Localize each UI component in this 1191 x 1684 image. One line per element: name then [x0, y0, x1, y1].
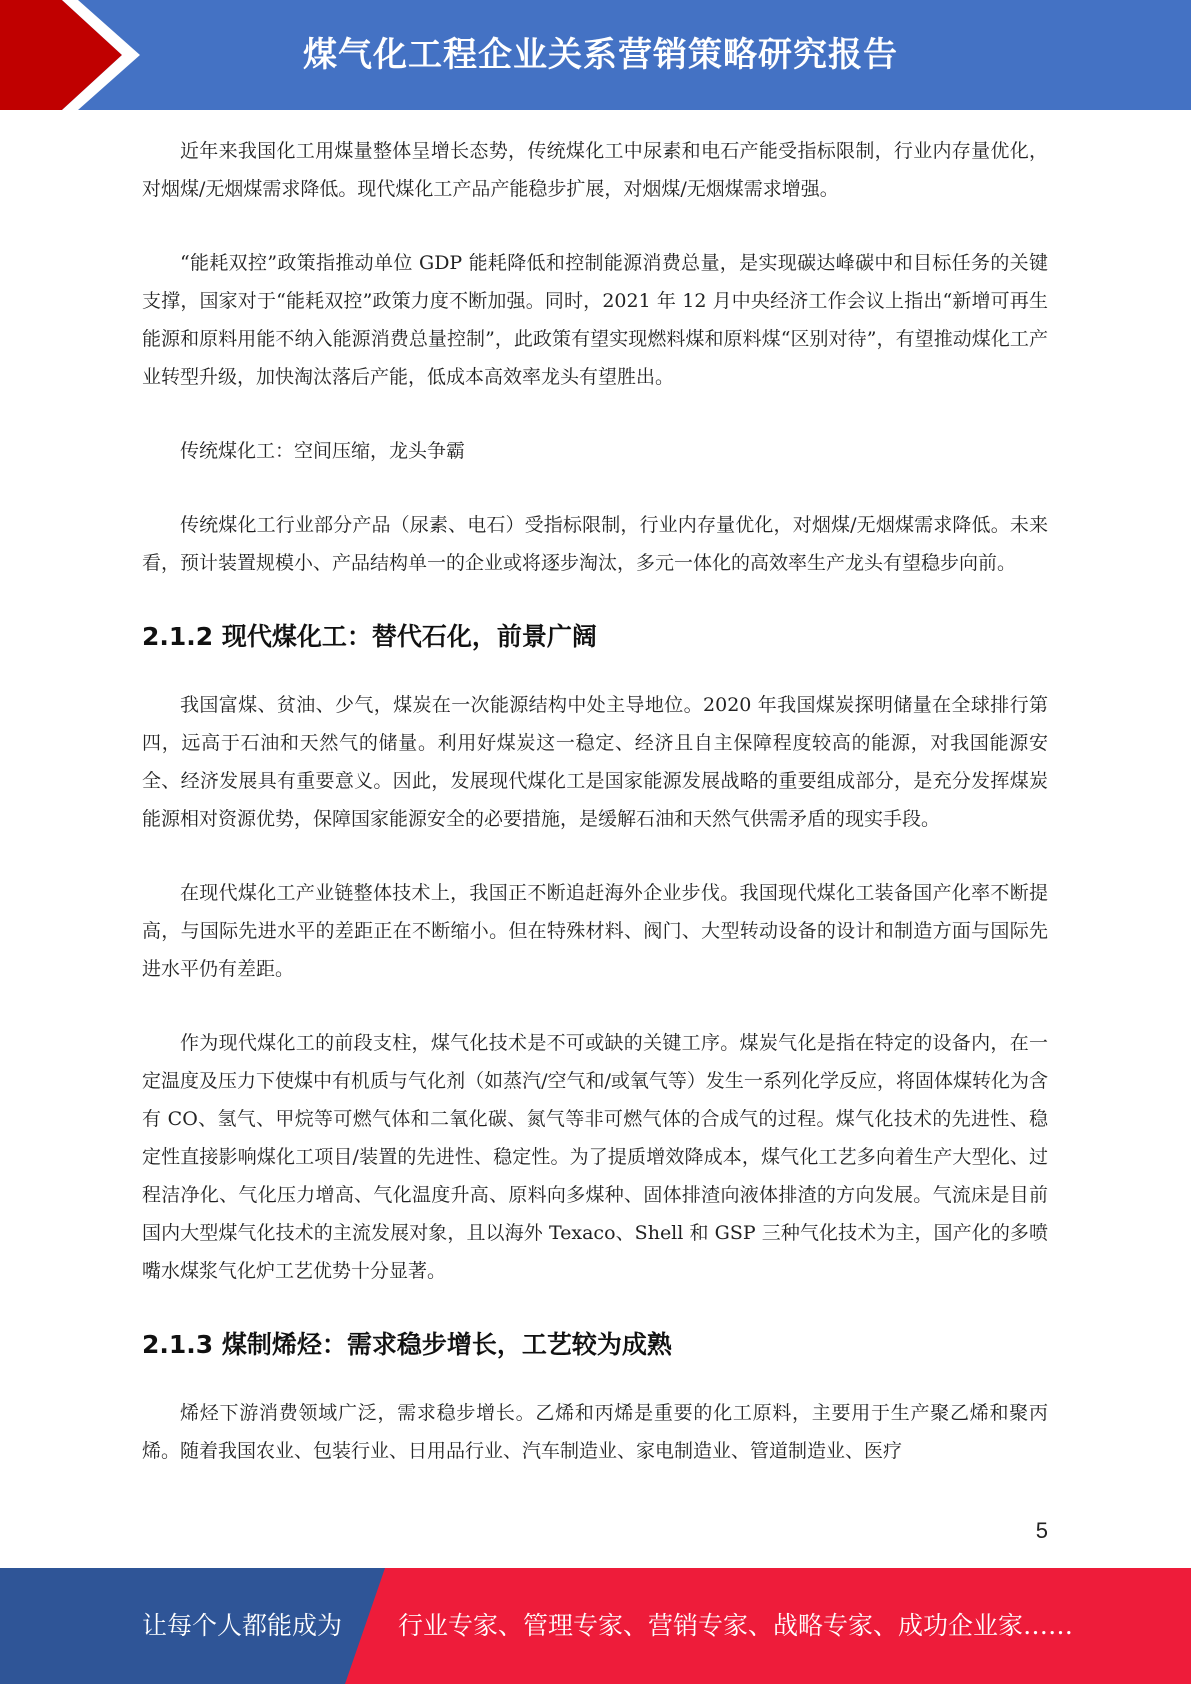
- document-body: [142, 132, 1048, 1470]
- section-heading: 2.1.3 煤制烯烃：需求稳步增长，工艺较为成熟: [142, 1330, 672, 1359]
- paragraph: 我国富煤、贫油、少气，煤炭在一次能源结构中处主导地位。2020 年我国煤炭探明储量在全球排行第四，远高于石油和天然气的储量。利用好煤炭这一稳定、经济且自主保障程度较高的能源，对我国能源安全、经济发展具有重要意义。因此，发展现代煤化工是国家能源发展战略的重要组成部分，是充分发挥煤炭能源相对资源优势，保障国家能源安全的必要措施，是缓解石油和天然气供需矛盾的现实手段。: [142, 694, 1048, 830]
- page-footer: [0, 1568, 1191, 1684]
- page-header: [0, 0, 1191, 110]
- paragraph: 传统煤化工行业部分产品（尿素、电石）受指标限制，行业内存量优化，对烟煤/无烟煤需求降低。未来看，预计装置规模小、产品结构单一的企业或将逐步淘汰，多元一体化的高效率生产龙头有望稳步向前。: [142, 514, 1048, 574]
- paragraph: “能耗双控”政策指推动单位 GDP 能耗降低和控制能源消费总量，是实现碳达峰碳中和目标任务的关键支撑，国家对于“能耗双控”政策力度不断加强。同时，2021 年 12 月中央经济工作会议上指出“新增可再生能源和原料用能不纳入能源消费总量控制”，此政策有望实现燃料煤和原料煤“区别对待”，有望推动煤化工产业转型升级，加快淘汰落后产能，低成本高效率龙头有望胜出。: [142, 252, 1048, 388]
- report-title: 煤气化工程企业关系营销策略研究报告: [303, 35, 898, 75]
- header-chevron-decoration: [0, 0, 150, 110]
- paragraph: 近年来我国化工用煤量整体呈增长态势，传统煤化工中尿素和电石产能受指标限制，行业内存量优化，对烟煤/无烟煤需求降低。现代煤化工产品产能稳步扩展，对烟煤/无烟煤需求增强。: [142, 140, 1048, 200]
- paragraph: 作为现代煤化工的前段支柱，煤气化技术是不可或缺的关键工序。煤炭气化是指在特定的设备内，在一定温度及压力下使煤中有机质与气化剂（如蒸汽/空气和/或氧气等）发生一系列化学反应，将固体煤转化为含有 CO、氢气、甲烷等可燃气体和二氧化碳、氮气等非可燃气体的合成气的过程。煤气化技术的先进性、稳定性直接影响煤化工项目/装置的先进性、稳定性。为了提质增效降成本，煤气化工艺多向着生产大型化、过程洁净化、气化压力增高、气化温度升高、原料向多煤种、固体排渣向液体排渣的方向发展。气流床是目前国内大型煤气化技术的主流发展对象，且以海外 Texaco、Shell 和 GSP 三种气化技术为主，国产化的多喷嘴水煤浆气化炉工艺优势十分显著。: [142, 1032, 1048, 1282]
- paragraph: 烯烃下游消费领域广泛，需求稳步增长。乙烯和丙烯是重要的化工原料，主要用于生产聚乙烯和聚丙烯。随着我国农业、包装行业、日用品行业、汽车制造业、家电制造业、管道制造业、医疗: [142, 1402, 1048, 1462]
- footer-slogan-roles: 行业专家、管理专家、营销专家、战略专家、成功企业家……: [398, 1611, 1074, 1640]
- footer-slogan-lead: 让每个人都能成为: [142, 1611, 343, 1640]
- section-heading: 2.1.2 现代煤化工：替代石化，前景广阔: [142, 622, 597, 651]
- page-number: 5: [1035, 1518, 1048, 1543]
- paragraph: 传统煤化工：空间压缩，龙头争霸: [180, 440, 466, 462]
- paragraph: 在现代煤化工产业链整体技术上，我国正不断追赶海外企业步伐。我国现代煤化工装备国产化率不断提高，与国际先进水平的差距正在不断缩小。但在特殊材料、阀门、大型转动设备的设计和制造方面与国际先进水平仍有差距。: [142, 882, 1048, 980]
